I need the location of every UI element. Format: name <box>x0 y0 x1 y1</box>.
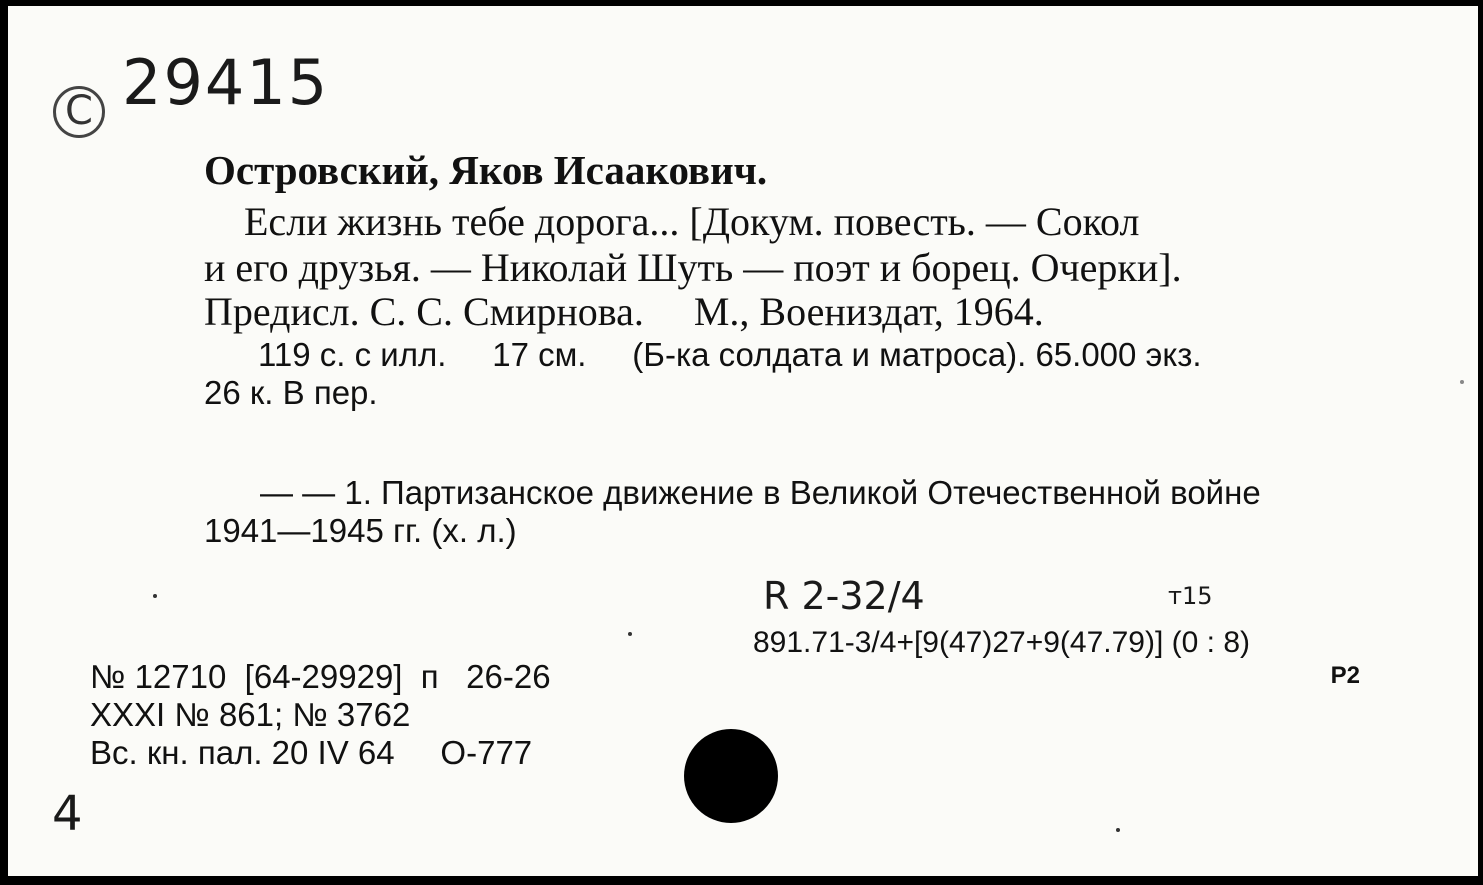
ink-speck <box>628 632 632 636</box>
ink-speck <box>1460 380 1464 384</box>
catalog-card <box>8 6 1478 876</box>
ink-speck <box>1116 828 1120 832</box>
title-line-2: и его друзья. — Николай Шуть — поэт и борец. Очерки]. <box>204 245 1182 290</box>
author-heading: Островский, Яков Исаакович. <box>204 147 768 193</box>
title-line-1: Если жизнь тебе дорога... [Докум. повесть. — Сокол <box>244 199 1140 244</box>
handwritten-number: 29415 <box>122 46 330 119</box>
punch-hole <box>684 729 778 823</box>
registry-line-1: № 12710 [64-29929] п 26-26 <box>90 658 551 695</box>
handwritten-shelf-mark: R 2-32/4 <box>763 574 925 618</box>
copyright-mark: C <box>53 86 105 138</box>
registry-line-2: XXXI № 861; № 3762 <box>90 696 411 733</box>
subject-line-2: 1941—1945 гг. (х. л.) <box>204 512 517 549</box>
registry-line-3: Вс. кн. пал. 20 IV 64 О-777 <box>90 734 533 771</box>
classification-code: Р2 <box>1330 662 1360 689</box>
handwritten-corner-number: 4 <box>52 786 83 842</box>
physical-description-line-2: 26 к. В пер. <box>204 374 378 411</box>
handwritten-small-note: т15 <box>1168 582 1213 610</box>
subject-line-1: — — 1. Партизанское движение в Великой Отечественной войне <box>260 474 1261 511</box>
title-line-3: Предисл. С. С. Смирнова. М., Воениздат, 1964. <box>204 289 1044 334</box>
classification-index: 891.71-3/4+[9(47)27+9(47.79)] (0 : 8) <box>753 626 1250 659</box>
physical-description-line-1: 119 с. с илл. 17 см. (Б-ка солдата и матроса). 65.000 экз. <box>258 336 1202 373</box>
ink-speck <box>153 594 157 598</box>
